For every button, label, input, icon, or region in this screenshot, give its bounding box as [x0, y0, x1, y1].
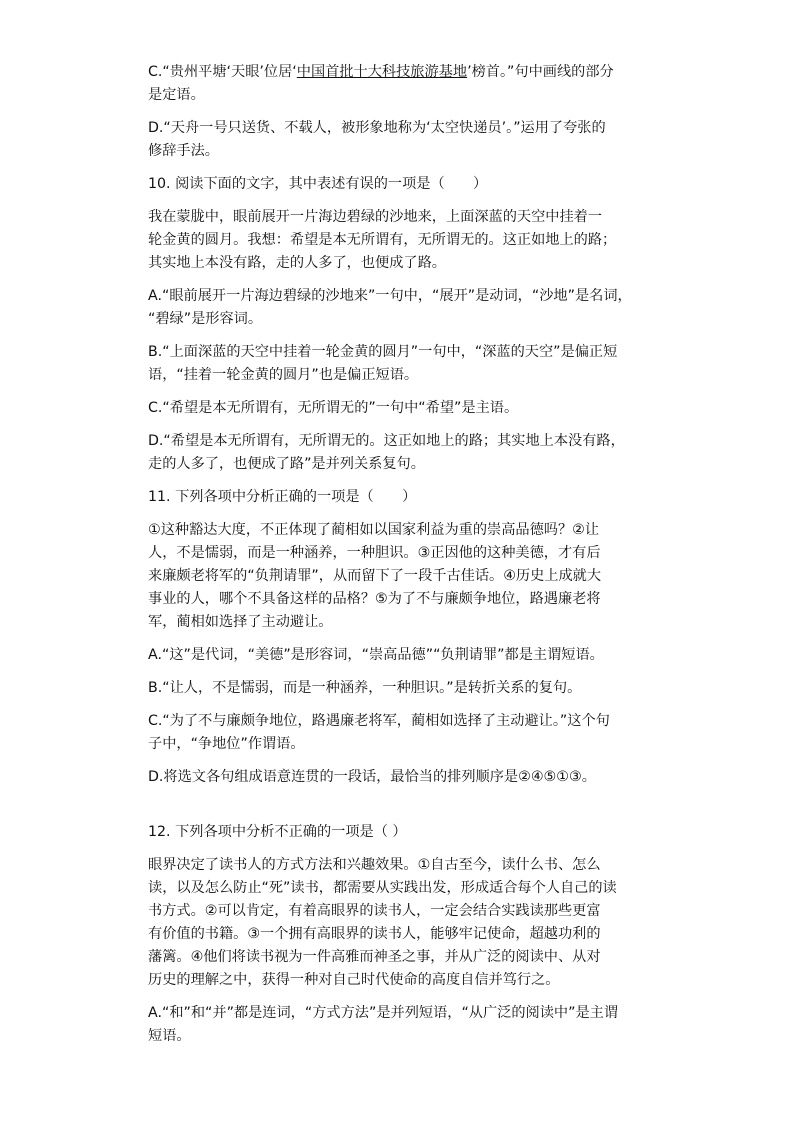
q9-option-c-post: ’榜首。”句中画线的部分 — [467, 64, 614, 80]
q9-option-d-line-1: D.“天舟一号只送货、不载人，被形象地称为‘太空快递员’。”运用了夸张的 — [148, 120, 606, 136]
q10-stem: 10. 阅读下面的文字，其中表述有误的一项是（ ） — [148, 176, 488, 192]
q11-option-c-line-2: 子中，“争地位”作谓语。 — [148, 736, 305, 752]
q11-passage-line-2: 人，不是懦弱，而是一种涵养，一种胆识。③正因他的这种美德，才有后 — [148, 545, 601, 561]
q11-option-b-line-1: B.“让人，不是懦弱，而是一种涵养，一种胆识。”是转折关系的复句。 — [148, 680, 582, 696]
q12-passage-line-4: 有价值的书籍。③一个拥有高眼界的读书人，能够牢记使命，超越功利的 — [148, 926, 601, 942]
q9-option-c-line-1 — [148, 61, 688, 84]
q12-passage-line-2: 读，以及怎么防止“死”读书，都需要从实践出发，形成适合每个人自己的读 — [148, 880, 617, 896]
q12-passage-line-6: 历史的理解之中，获得一种对自己时代使命的高度自信并笃行之。 — [148, 972, 560, 988]
q12-option-a-line-2: 短语。 — [148, 1028, 191, 1044]
q9-option-c-underlined: 中国首批十大科技旅游基地 — [296, 64, 468, 80]
q9-option-c-pre: C.“贵州平塘‘天眼’位居‘ — [148, 64, 297, 80]
q9-option-d-line-2: 修辞手法。 — [148, 143, 219, 159]
q10-option-d-line-1: D.“希望是本无所谓有，无所谓无的。这正如地上的路；其实地上本没有路， — [148, 433, 625, 449]
q11-option-a-line-1: A.“这”是代词，“美德”是形容词，“崇高品德”“负荆请罪”都是主谓短语。 — [148, 647, 604, 663]
q11-passage-line-1: ①这种豁达大度，不正体现了蔺相如以国家利益为重的崇高品德吗？②让 — [148, 522, 600, 538]
q9-option-c-line-2: 是定语。 — [148, 87, 205, 103]
q12-stem: 12. 下列各项中分析不正确的一项是（ ） — [148, 824, 407, 840]
q11-passage-line-5: 军，蔺相如选择了主动避让。 — [148, 614, 333, 630]
q10-passage-line-1: 我在蒙胧中，眼前展开一片海边碧绿的沙地来，上面深蓝的天空中挂着一 — [148, 209, 603, 225]
q12-option-a-line-1: A.“和”和“并”都是连词，“方式方法”是并列短语，“从广泛的阅读中”是主谓 — [148, 1005, 619, 1021]
q10-passage-line-3: 其实地上本没有路，走的人多了，也便成了路。 — [148, 255, 446, 271]
q12-passage-line-3: 书方式。②可以肯定，有着高眼界的读书人，一定会结合实践读那些更富 — [148, 903, 601, 919]
q11-option-c-line-1: C.“为了不与廉颇争地位，路遇廉老将军，蔺相如选择了主动避让。”这个句 — [148, 713, 610, 729]
q11-passage-line-3: 来廉颇老将军的“负荆请罪”，从而留下了一段千古佳话。④历史上成就大 — [148, 568, 602, 584]
q11-passage-line-4: 事业的人，哪个不具备这样的品格？⑤为了不与廉颇争地位，路遇廉老将 — [148, 591, 601, 607]
q11-stem: 11. 下列各项中分析正确的一项是（ ） — [148, 489, 417, 505]
q10-option-a-line-2: “碧绿”是形容词。 — [148, 311, 263, 327]
q11-option-d-line-1: D.将选文各句组成语意连贯的一段话，最恰当的排列顺序是②④⑤①③。 — [148, 769, 596, 785]
q12-passage-line-5: 藩篱。④他们将读书视为一件高雅而神圣之事，并从广泛的阅读中、从对 — [148, 949, 601, 965]
q10-option-d-line-2: 走的人多了，也便成了路”是并列关系复句。 — [148, 456, 425, 472]
q10-option-b-line-2: 语，“挂着一轮金黄的圆月”也是偏正短语。 — [148, 367, 419, 383]
q10-option-c-line-1: C.“希望是本无所谓有，无所谓无的”一句中“希望”是主语。 — [148, 400, 519, 416]
q10-option-a-line-1: A.“眼前展开一片海边碧绿的沙地来”一句中，“展开”是动词，“沙地”是名词， — [148, 288, 632, 304]
q12-passage-line-1: 眼界决定了读书人的方式方法和兴趣效果。①自古至今，读什么书、怎么 — [148, 857, 601, 873]
q10-passage-line-2: 轮金黄的圆月。我想：希望是本无所谓有，无所谓无的。这正如地上的路； — [148, 232, 617, 248]
q10-option-b-line-1: B.“上面深蓝的天空中挂着一轮金黄的圆月”一句中，“深蓝的天空”是偏正短 — [148, 344, 618, 360]
